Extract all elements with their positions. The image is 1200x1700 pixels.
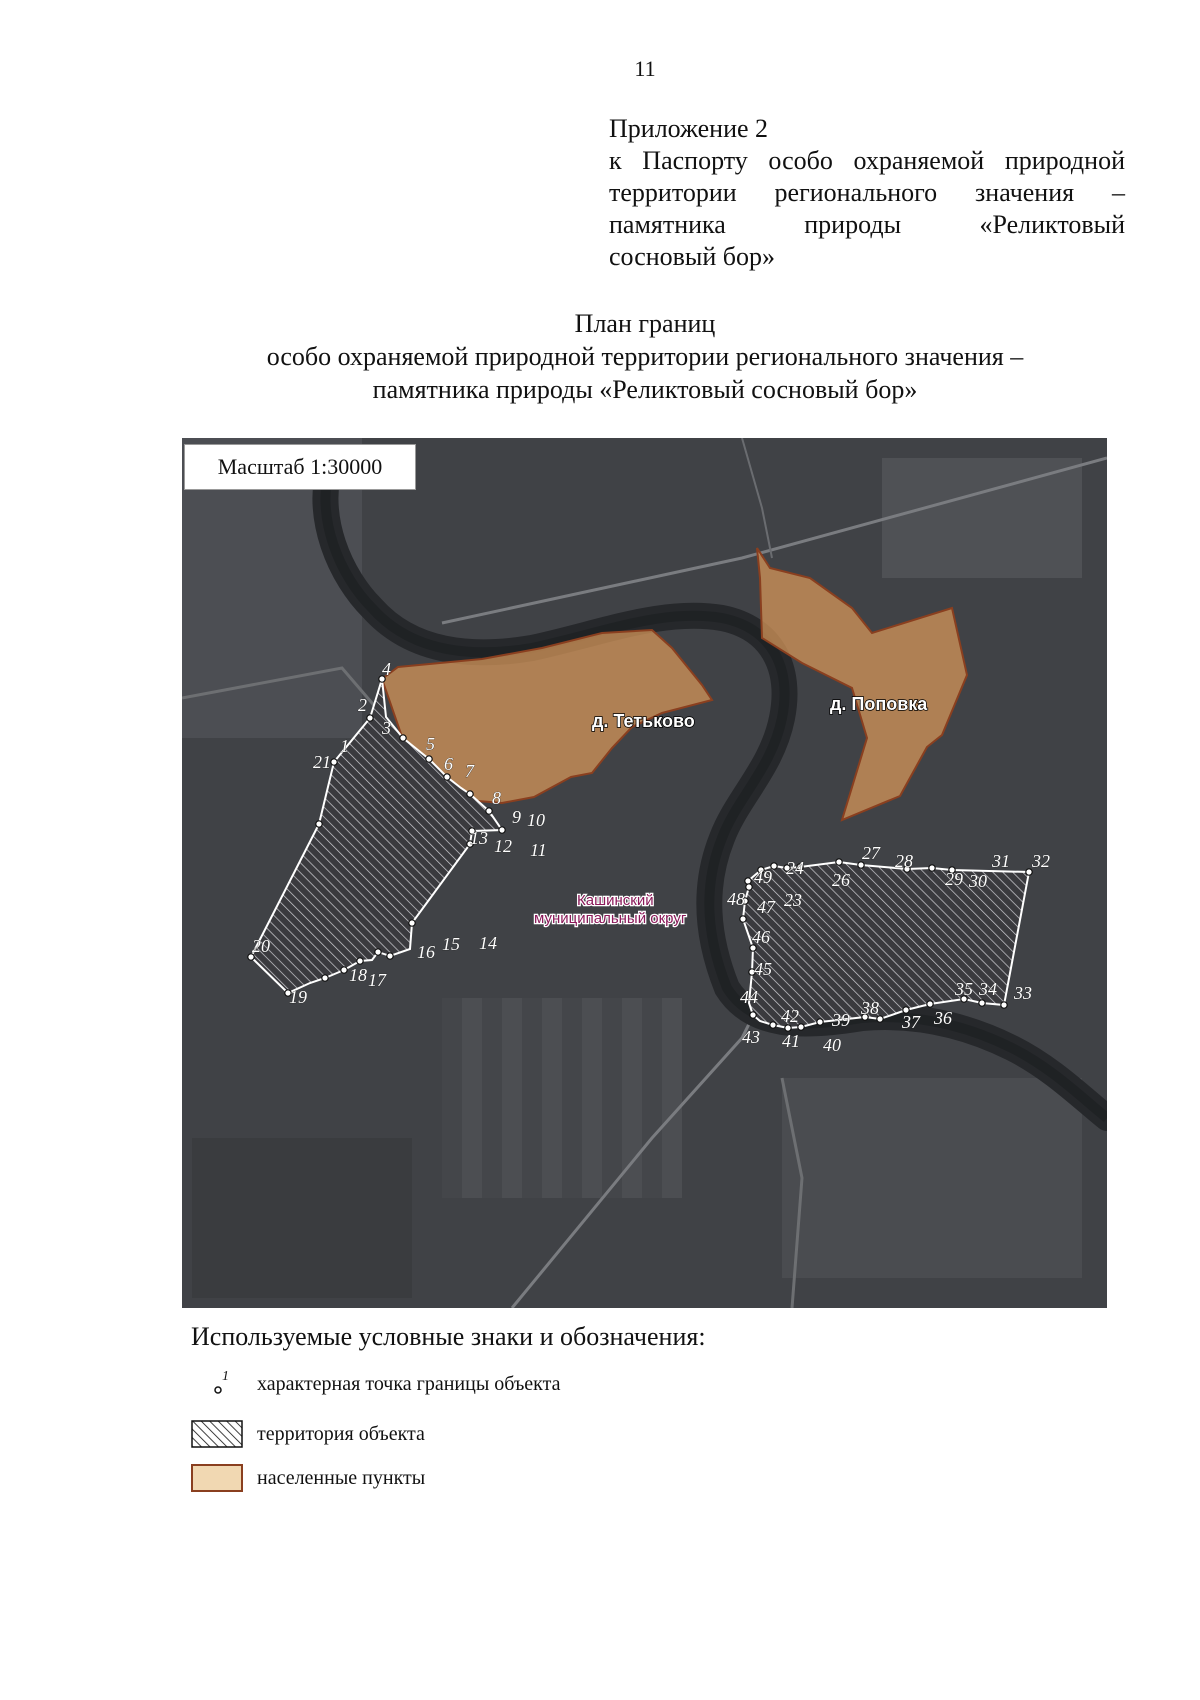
svg-text:19: 19 — [289, 987, 307, 1007]
svg-text:27: 27 — [862, 843, 880, 863]
legend-label: населенные пункты — [257, 1466, 426, 1489]
svg-text:48: 48 — [727, 889, 745, 909]
svg-text:21: 21 — [313, 752, 331, 772]
svg-text:31: 31 — [992, 851, 1010, 871]
svg-text:12: 12 — [494, 836, 512, 856]
svg-text:5: 5 — [426, 734, 435, 754]
svg-text:26: 26 — [832, 870, 850, 890]
svg-text:20: 20 — [252, 936, 270, 956]
svg-text:36: 36 — [934, 1008, 952, 1028]
svg-text:13: 13 — [470, 828, 488, 848]
label-okrug-line2: муниципальный округ — [534, 910, 687, 927]
svg-text:46: 46 — [752, 927, 770, 947]
svg-text:40: 40 — [823, 1035, 841, 1055]
svg-text:37: 37 — [902, 1012, 920, 1032]
svg-text:47: 47 — [757, 897, 775, 917]
legend-title: Используемые условные знаки и обозначения: — [191, 1322, 706, 1351]
plan-title — [0, 307, 1200, 406]
svg-text:11: 11 — [530, 840, 547, 860]
svg-text:30: 30 — [969, 871, 987, 891]
svg-text:23: 23 — [784, 890, 802, 910]
svg-text:49: 49 — [754, 867, 772, 887]
svg-text:2: 2 — [358, 695, 367, 715]
svg-text:8: 8 — [492, 788, 501, 808]
svg-text:41: 41 — [782, 1031, 800, 1051]
svg-text:24: 24 — [786, 858, 804, 878]
plan-title-line: План границ — [574, 309, 716, 338]
svg-text:39: 39 — [832, 1010, 850, 1030]
svg-text:38: 38 — [861, 998, 879, 1018]
svg-text:15: 15 — [442, 934, 460, 954]
svg-text:34: 34 — [979, 979, 997, 999]
appendix-line: сосновый бор» — [609, 242, 776, 271]
page-number: 11 — [634, 56, 656, 81]
svg-text:14: 14 — [479, 933, 497, 953]
svg-text:3: 3 — [382, 718, 391, 738]
appendix-line: территории регионального значения – — [609, 178, 1125, 207]
svg-text:32: 32 — [1032, 851, 1050, 871]
svg-text:17: 17 — [368, 970, 386, 990]
svg-text:35: 35 — [955, 979, 973, 999]
legend-label: характерная точка границы объекта — [257, 1372, 561, 1395]
appendix-header — [609, 113, 1125, 273]
svg-text:1: 1 — [340, 736, 349, 756]
plan-title-line: памятника природы «Реликтовый сосновый бор» — [372, 375, 918, 404]
legend-item-settlements — [191, 1462, 425, 1494]
svg-text:18: 18 — [349, 965, 367, 985]
appendix-line: памятника природы «Реликтовый — [609, 210, 1125, 239]
svg-text:45: 45 — [754, 959, 772, 979]
svg-text:7: 7 — [465, 761, 474, 781]
label-tetkovo: д. Тетьково — [592, 711, 695, 731]
boundary-point-icon — [191, 1370, 243, 1398]
svg-text:29: 29 — [945, 869, 963, 889]
legend-label: территория объекта — [257, 1422, 425, 1445]
legend-point-number: 1 — [222, 1370, 229, 1384]
legend-item-point — [191, 1368, 561, 1400]
svg-text:6: 6 — [444, 754, 453, 774]
settlement-swatch-icon — [191, 1464, 243, 1492]
scale-label: Масштаб 1:30000 — [184, 444, 416, 490]
boundary-map — [182, 438, 1107, 1308]
appendix-line: Приложение 2 — [609, 114, 769, 143]
svg-text:28: 28 — [895, 851, 913, 871]
svg-text:10: 10 — [527, 810, 545, 830]
legend-item-territory — [191, 1418, 425, 1450]
svg-text:4: 4 — [382, 659, 391, 679]
svg-text:33: 33 — [1014, 983, 1032, 1003]
svg-text:42: 42 — [781, 1006, 799, 1026]
svg-text:9: 9 — [512, 807, 521, 827]
label-okrug-line1: Кашинский — [577, 892, 654, 909]
map-canvas — [182, 438, 1107, 1308]
svg-text:44: 44 — [740, 987, 758, 1007]
plan-title-line: особо охраняемой природной территории регионального значения – — [266, 342, 1024, 371]
hatched-territory-icon — [191, 1420, 243, 1448]
appendix-line: к Паспорту особо охраняемой природной — [609, 146, 1125, 175]
label-popovka: д. Поповка — [830, 694, 928, 714]
svg-text:43: 43 — [742, 1027, 760, 1047]
svg-text:16: 16 — [417, 942, 435, 962]
